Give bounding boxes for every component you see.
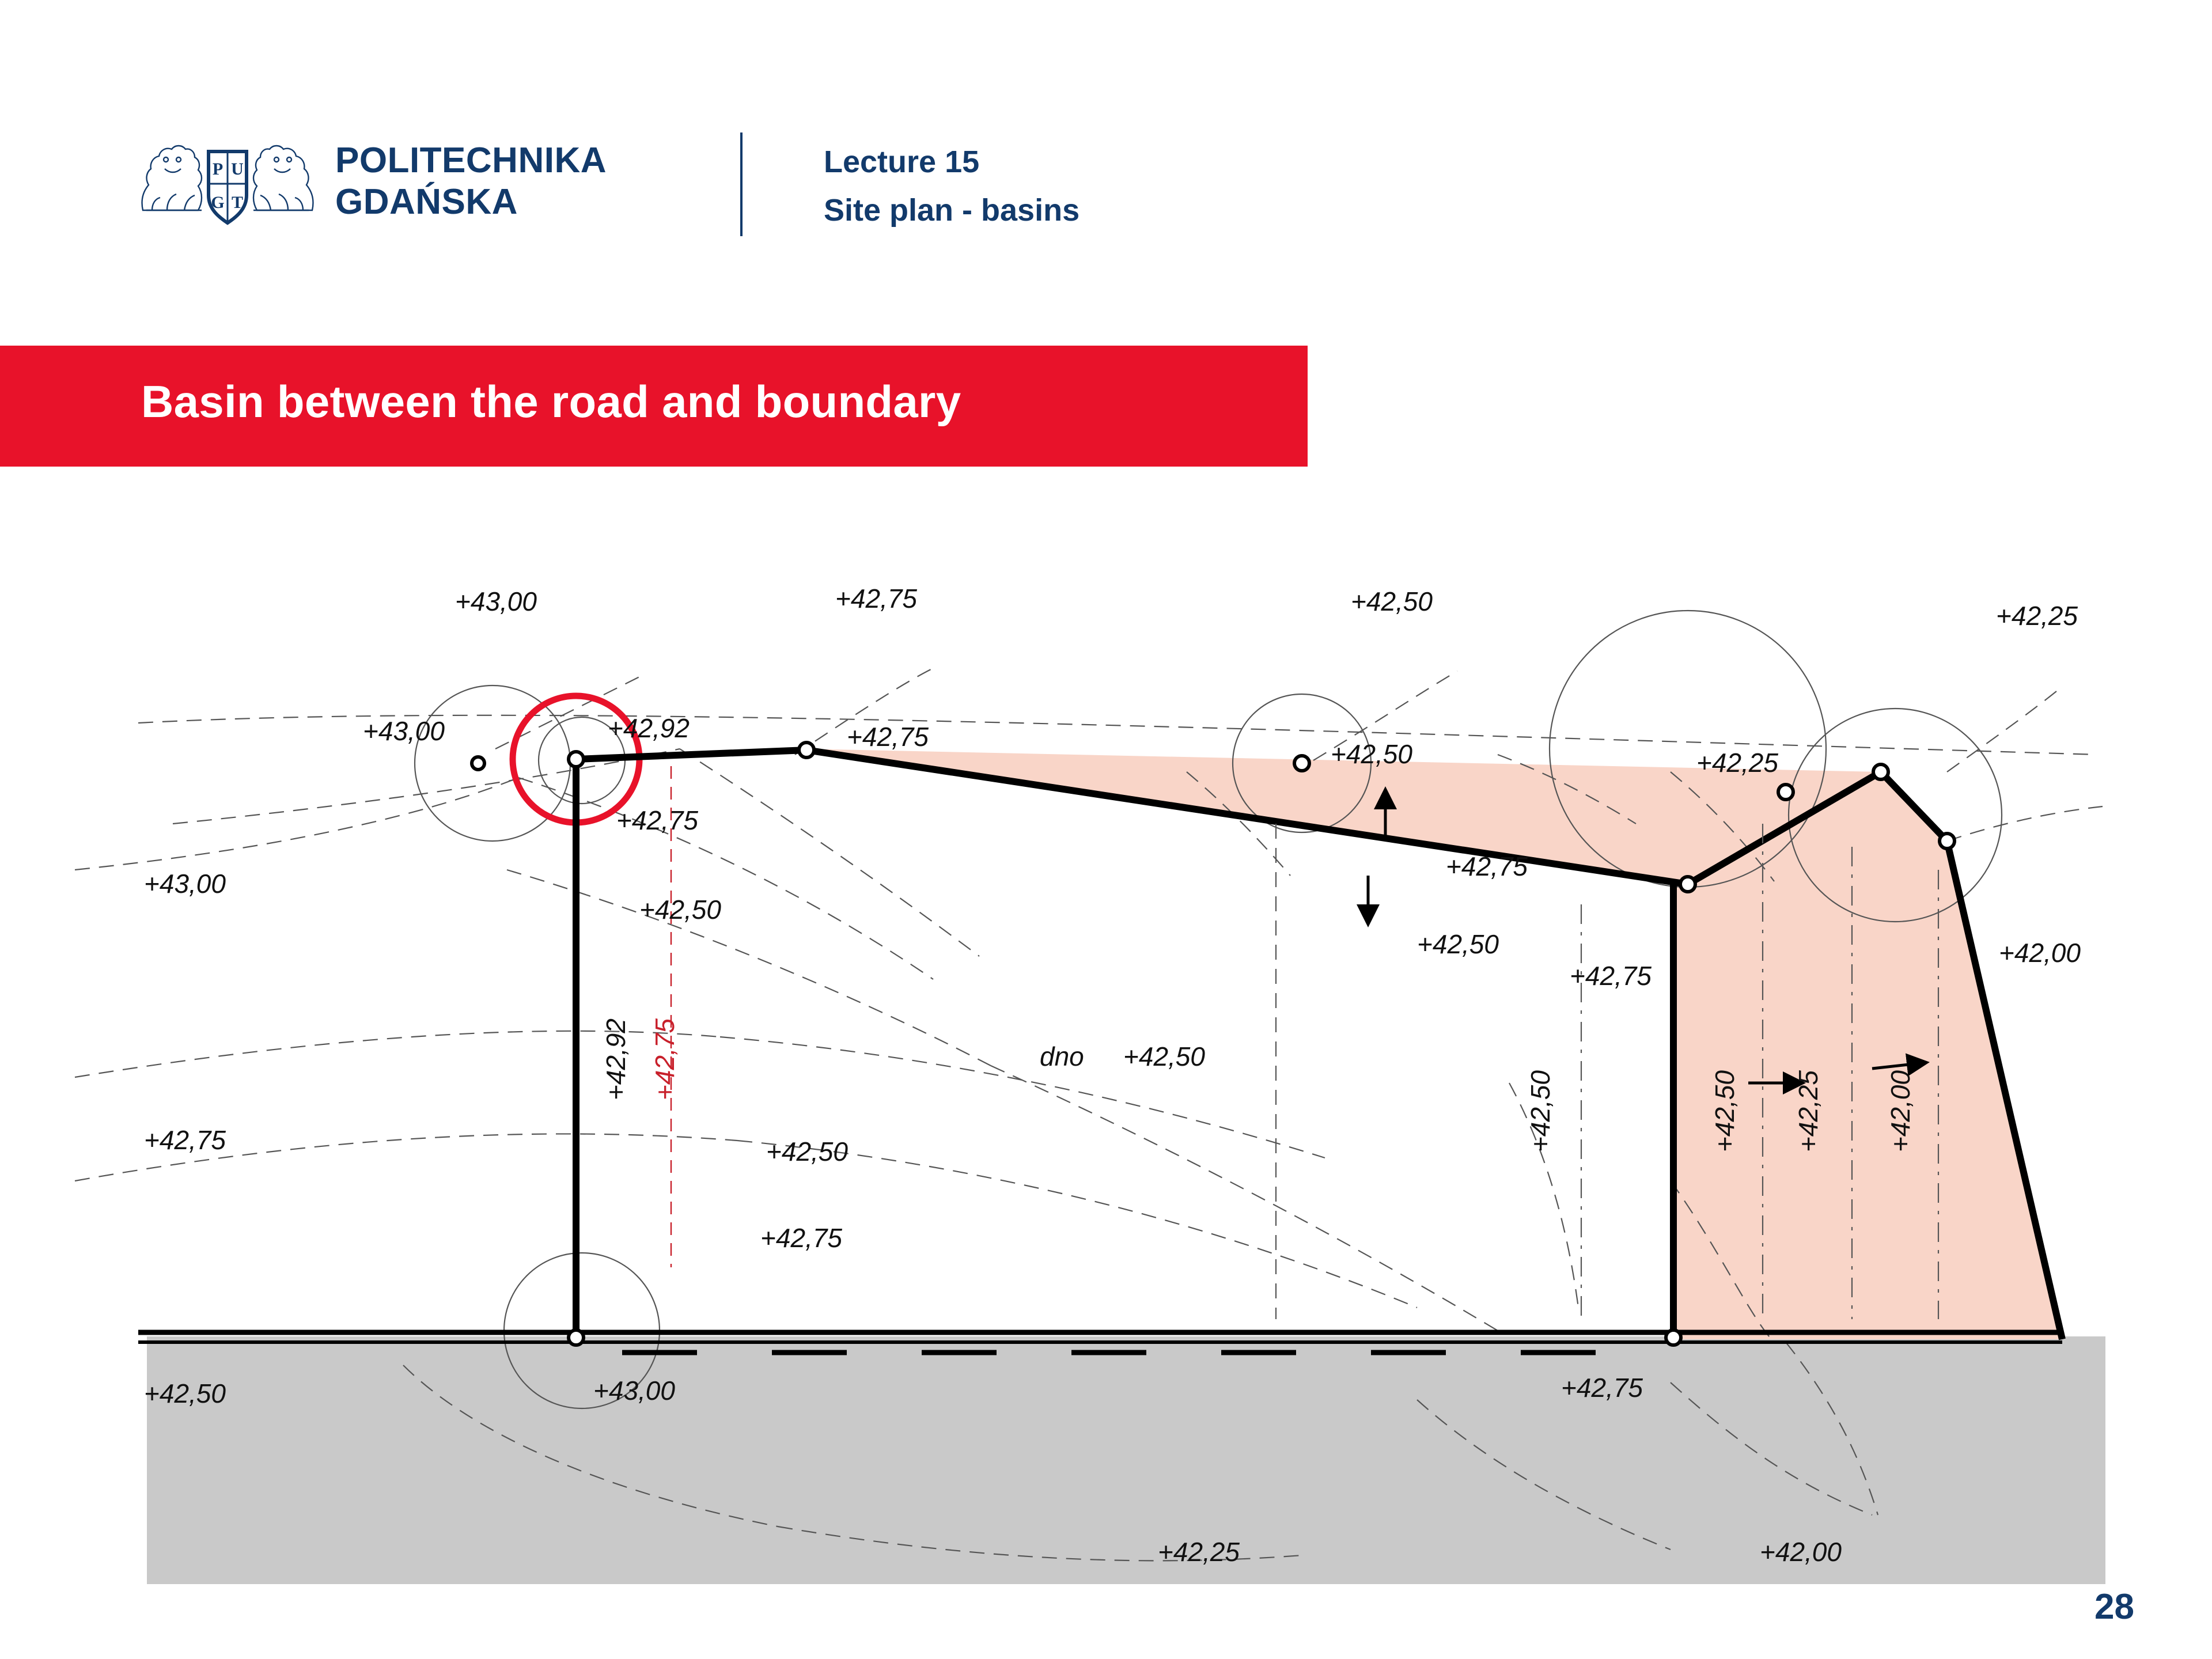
basin-fill <box>806 749 2062 1339</box>
label-elev: +42,75 <box>1570 961 1652 991</box>
label-elev: +42,00 <box>1760 1537 1842 1567</box>
label-elev: +43,00 <box>593 1376 675 1406</box>
label-elev: +42,75 <box>1446 851 1528 881</box>
label-elev: +42,75 <box>144 1125 226 1155</box>
page-number: 28 <box>2094 1587 2134 1627</box>
label-elev: +42,75 <box>616 805 698 835</box>
label-elev: +43,00 <box>363 716 445 746</box>
label-elev: +42,75 <box>760 1223 842 1253</box>
university-name-line1: POLITECHNIKA <box>335 141 607 181</box>
crest-icon <box>132 124 323 239</box>
svg-text:T: T <box>231 193 244 212</box>
label-elev: +42,50 <box>1123 1041 1205 1071</box>
label-elev: +42,50 <box>766 1137 848 1166</box>
technical-drawing <box>0 501 2212 1596</box>
label-elev-vertical: +42,00 <box>1885 1070 1915 1152</box>
label-elev: +42,25 <box>1996 601 2078 631</box>
header-divider <box>740 132 743 236</box>
label-elev: +42,75 <box>847 722 929 752</box>
header-titles <box>824 138 1080 234</box>
label-elev: +42,25 <box>1158 1537 1240 1567</box>
slide-header <box>0 0 2212 288</box>
label-elev-vertical: +42,50 <box>1525 1070 1555 1152</box>
label-elev: +42,92 <box>608 713 690 743</box>
label-elev: +42,00 <box>1999 938 2081 968</box>
university-name <box>335 140 607 223</box>
slide-title-band <box>0 346 1308 467</box>
drawing-canvas <box>0 501 2212 1596</box>
label-elev: +43,00 <box>144 869 226 899</box>
label-elev: +42,50 <box>144 1378 226 1408</box>
label-elev: +42,50 <box>1417 929 1499 959</box>
label-elev: +42,25 <box>1696 748 1778 778</box>
label-elev: +42,50 <box>1351 586 1433 616</box>
lecture-label: Lecture 15 <box>824 145 980 179</box>
label-elev: +42,50 <box>1331 739 1412 769</box>
svg-text:U: U <box>231 160 244 179</box>
university-logo <box>132 124 607 239</box>
label-elev: +43,00 <box>455 586 537 616</box>
label-elev-vertical: +42,92 <box>601 1018 631 1100</box>
label-elev: +42,75 <box>1561 1373 1643 1403</box>
label-dno: dno <box>1040 1041 1084 1071</box>
label-elev-vertical: +42,25 <box>1793 1070 1823 1152</box>
label-elev: +42,75 <box>835 584 917 613</box>
label-elev-vertical: +42,50 <box>1710 1070 1740 1152</box>
svg-text:G: G <box>211 193 225 212</box>
university-name-line2: GDAŃSKA <box>335 182 518 222</box>
label-elev-vertical-red: +42,75 <box>650 1018 680 1100</box>
lecture-subtitle: Site plan - basins <box>824 192 1080 228</box>
page-title: Basin between the road and boundary <box>141 376 961 427</box>
svg-text:P: P <box>212 160 224 179</box>
label-elev: +42,50 <box>639 895 721 925</box>
